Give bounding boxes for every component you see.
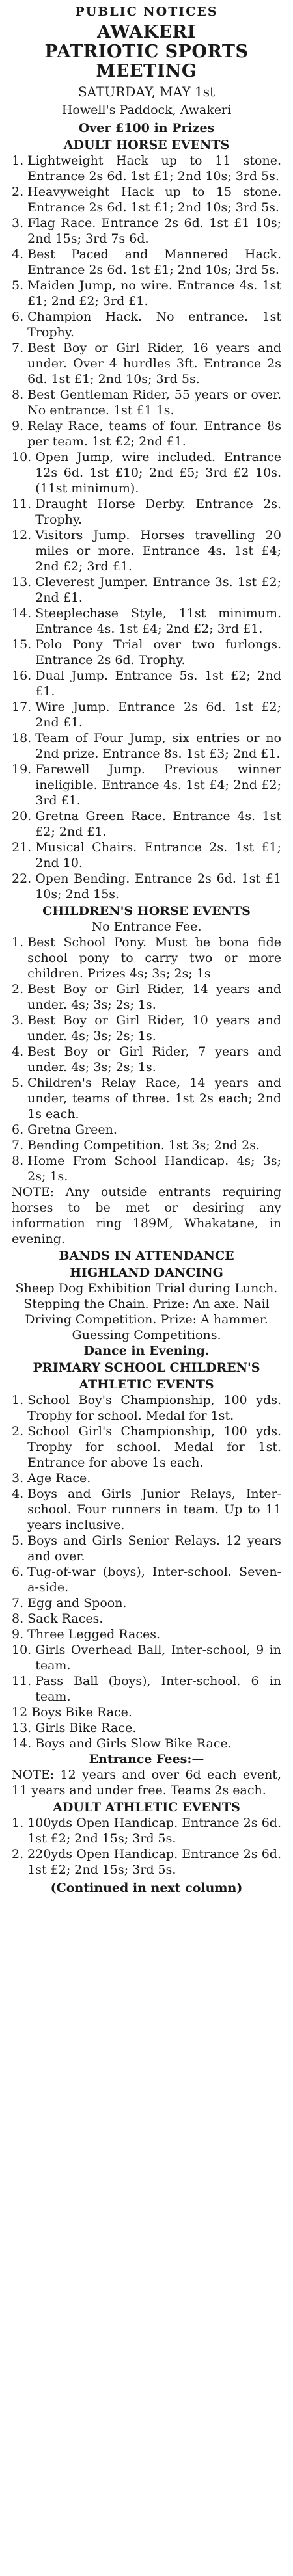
list-item — [12, 699, 281, 730]
public-notices-heading: PUBLIC NOTICES — [12, 4, 281, 21]
children-horse-subheading: No Entrance Fee. — [91, 920, 202, 934]
item-text: Age Race. — [27, 1471, 91, 1485]
list-item — [12, 1736, 281, 1751]
list-item — [12, 340, 281, 387]
item-text: Gretna Green. — [27, 1122, 117, 1137]
item-number: 6. — [12, 1565, 24, 1579]
item-text: Maiden Jump, no wire. Entrance 4s. 1st £1; 2nd £2; 3rd £1. — [27, 278, 281, 308]
list-item — [12, 1122, 281, 1137]
list-item — [12, 1815, 281, 1846]
item-number: 16. — [12, 669, 32, 683]
item-text: Boys and Girls Senior Relays. 12 years and over. — [27, 1534, 281, 1563]
item-text: Heavyweight Hack up to 15 stone. Entrance 2s 6d. 1st £1; 2nd 10s; 3rd 5s. — [27, 185, 281, 215]
item-text: Team of Four Jump, six entries or no 2nd prize. Entrance 8s. 1st £3; 2nd £1. — [35, 731, 281, 761]
item-text: Tug-of-war (boys), Inter-school. Seven-a-side. — [27, 1565, 281, 1595]
list-item — [12, 1470, 281, 1486]
item-text: Girls Bike Race. — [35, 1721, 137, 1735]
item-number: 8. — [12, 1612, 24, 1626]
item-text: Flag Race. Entrance 2s 6d. 1st £1 10s; 2nd 15s; 3rd 7s 6d. — [27, 216, 281, 246]
list-item — [12, 1564, 281, 1595]
highland-dancing-heading: HIGHLAND DANCING — [70, 1266, 223, 1280]
list-item — [12, 278, 281, 309]
list-item — [12, 981, 281, 1013]
children-horse-heading: CHILDREN'S HORSE EVENTS — [42, 904, 251, 918]
list-item — [12, 1611, 281, 1627]
item-number: 4. — [12, 1487, 24, 1501]
list-item — [12, 1705, 281, 1720]
item-text: Visitors Jump. Horses travelling 20 miles or more. Entrance 4s. 1st £4; 2nd £2; 3rd £1. — [35, 528, 281, 574]
list-item — [12, 418, 281, 449]
list-item — [12, 309, 281, 340]
item-text: Three Legged Races. — [27, 1627, 161, 1641]
item-text: School Girl's Championship, 100 yds. Trophy for school. Medal for 1st. Entrance for above 1s each. — [27, 1424, 281, 1470]
list-item — [12, 496, 281, 527]
list-item — [12, 730, 281, 762]
item-text: Draught Horse Derby. Entrance 2s. Trophy. — [35, 497, 281, 527]
list-item — [12, 1595, 281, 1611]
list-item — [12, 871, 281, 902]
item-text: School Boy's Championship, 100 yds. Trophy for school. Medal for 1st. — [27, 1393, 281, 1423]
item-number: 1. — [12, 1816, 24, 1830]
list-item — [12, 1424, 281, 1470]
item-number: 17. — [12, 700, 32, 714]
children-horse-list — [12, 935, 281, 1184]
item-text: Home From School Handicap. 4s; 3s; 2s; 1s. — [27, 1154, 281, 1184]
item-number: 13. — [12, 575, 32, 589]
prizes-line: Over £100 in Prizes — [78, 121, 215, 135]
item-text: Champion Hack. No entrance. 1st Trophy. — [27, 310, 281, 339]
list-item — [12, 1533, 281, 1564]
sheepdog-line: Sheep Dog Exhibition Trial during Lunch. — [15, 1281, 278, 1295]
item-number: 2. — [12, 1847, 24, 1861]
item-text: Bending Competition. 1st 3s; 2nd 2s. — [27, 1138, 260, 1152]
item-number: 2. — [12, 185, 24, 199]
list-item — [12, 153, 281, 184]
item-number: 8. — [12, 1154, 24, 1168]
list-item — [12, 574, 281, 605]
item-text: Boys Bike Race. — [31, 1705, 132, 1720]
item-text: Best Boy or Girl Rider, 10 years and under. 4s; 3s; 2s; 1s. — [27, 1013, 281, 1043]
item-number: 15. — [12, 637, 32, 652]
list-item — [12, 1486, 281, 1533]
item-text: Dual Jump. Entrance 5s. 1st £2; 2nd £1. — [35, 669, 281, 698]
item-text: Open Bending. Entrance 2s 6d. 1st £1 10s; 2nd 15s. — [35, 871, 281, 901]
adult-athletic-list — [12, 1815, 281, 1878]
guessing-line: Guessing Competitions. — [72, 1328, 221, 1342]
item-number: 22. — [12, 871, 32, 886]
list-item — [12, 1137, 281, 1153]
item-number: 19. — [12, 762, 32, 777]
item-number: 2. — [12, 1424, 24, 1439]
adult-horse-heading: ADULT HORSE EVENTS — [63, 138, 230, 152]
item-number: 11. — [12, 1674, 32, 1688]
list-item — [12, 935, 281, 981]
item-text: Best Paced and Mannered Hack. Entrance 2s 6d. 1st £1; 2nd 10s; 3rd 5s. — [27, 247, 281, 277]
item-number: 2. — [12, 982, 24, 996]
item-text: Relay Race, teams of four. Entrance 8s per team. 1st £2; 2nd £1. — [27, 419, 281, 449]
item-number: 14. — [12, 1736, 32, 1751]
item-number: 9. — [12, 1627, 24, 1641]
item-text: Sack Races. — [27, 1612, 104, 1626]
event-title-line2: PATRIOTIC SPORTS MEETING — [44, 42, 249, 81]
item-text: Best Boy or Girl Rider, 7 years and under. 4s; 3s; 2s; 1s. — [27, 1044, 281, 1074]
item-number: 12. — [12, 528, 32, 542]
item-text: Polo Pony Trial over two furlongs. Entrance 2s 6d. Trophy. — [35, 637, 281, 667]
item-text: Steeplechase Style, 11st minimum. Entrance 4s. 1st £4; 2nd £2; 3rd £1. — [35, 606, 281, 636]
item-number: 7. — [12, 1138, 24, 1152]
list-item — [12, 246, 281, 278]
item-text: Best Boy or Girl Rider, 14 years and under. 4s; 3s; 2s; 1s. — [27, 982, 281, 1012]
list-item — [12, 1153, 281, 1184]
event-date: SATURDAY, MAY 1st — [77, 84, 215, 100]
item-text: 220yds Open Handicap. Entrance 2s 6d. 1st £2; 2nd 15s; 3rd 5s. — [27, 1847, 281, 1877]
item-text: Musical Chairs. Entrance 2s. 1st £1; 2nd 10. — [35, 840, 281, 870]
list-item — [12, 1846, 281, 1878]
item-number: 6. — [12, 310, 24, 324]
list-item — [12, 387, 281, 418]
item-text: Best School Pony. Must be bona fide school pony to carry two or more children. Prizes 4s; 3s; 2s; 1s — [27, 935, 281, 981]
item-number: 1. — [12, 935, 24, 949]
item-text: Children's Relay Race, 14 years and under, teams of three. 1st 2s each; 2nd 1s each. — [27, 1076, 281, 1121]
item-number: 5. — [12, 1076, 24, 1090]
primary-school-heading1: PRIMARY SCHOOL CHILDREN'S — [33, 1361, 260, 1375]
item-number: 8. — [12, 388, 24, 402]
item-text: Pass Ball (boys), Inter-school. 6 in team. — [35, 1674, 281, 1704]
item-number: 10. — [12, 450, 32, 464]
list-item — [12, 527, 281, 574]
item-text: Boys and Girls Junior Relays, Inter-school. Four runners in team. Up to 11 years inclusive. — [27, 1487, 281, 1532]
item-number: 13. — [12, 1721, 32, 1735]
list-item — [12, 1044, 281, 1075]
item-text: Boys and Girls Slow Bike Race. — [35, 1736, 232, 1751]
item-text: Egg and Spoon. — [27, 1596, 127, 1610]
item-number: 20. — [12, 809, 32, 823]
item-text: Lightweight Hack up to 11 stone. Entrance 2s 6d. 1st £1; 2nd 10s; 3rd 5s. — [27, 153, 281, 183]
item-number: 3. — [12, 216, 24, 230]
list-item — [12, 1075, 281, 1122]
list-item — [12, 808, 281, 840]
item-text: Best Gentleman Rider, 55 years or over. No entrance. 1st £1 1s. — [27, 388, 281, 418]
dance-line: Dance in Evening. — [83, 1344, 210, 1358]
item-number: 9. — [12, 419, 24, 433]
list-item — [12, 1627, 281, 1642]
item-text: Open Jump, wire included. Entrance 12s 6d. 1st £10; 2nd £5; 3rd £2 10s. (11st minimum). — [35, 450, 281, 496]
adult-horse-list — [12, 153, 281, 902]
item-number: 7. — [12, 1596, 24, 1610]
item-number: 4. — [12, 247, 24, 261]
item-number: 21. — [12, 840, 32, 855]
item-number: 3. — [12, 1013, 24, 1028]
list-item — [12, 668, 281, 699]
item-text: Wire Jump. Entrance 2s 6d. 1st £2; 2nd £1. — [35, 700, 281, 730]
list-item — [12, 605, 281, 637]
item-number: 1. — [12, 153, 24, 168]
list-item — [12, 1642, 281, 1673]
list-item — [12, 1013, 281, 1044]
chain-line: Stepping the Chain. Prize: An axe. Nail Driving Competition. Prize: A hammer. — [23, 1297, 270, 1327]
list-item — [12, 1720, 281, 1736]
list-item — [12, 637, 281, 668]
list-item — [12, 1392, 281, 1424]
item-text: Farewell Jump. Previous winner ineligible. Entrance 4s. 1st £4; 2nd £2; 3rd £1. — [35, 762, 281, 808]
primary-school-note: NOTE: 12 years and over 6d each event, 11 years and under free. Teams 2s each. — [12, 1768, 281, 1798]
item-number: 3. — [12, 1471, 24, 1485]
item-number: 4. — [12, 1044, 24, 1059]
item-number: 14. — [12, 606, 32, 620]
item-text: Gretna Green Race. Entrance 4s. 1st £2; 2nd £1. — [35, 809, 281, 839]
item-number: 12 — [12, 1705, 28, 1720]
item-number: 6. — [12, 1122, 24, 1137]
item-text: Girls Overhead Ball, Inter-school, 9 in team. — [35, 1643, 281, 1673]
list-item — [12, 215, 281, 246]
event-title-line1: AWAKERI — [97, 22, 196, 42]
item-number: 10. — [12, 1643, 32, 1657]
item-text: Best Boy or Girl Rider, 16 years and under. Over 4 hurdles 3ft. Entrance 2s 6d. 1st £1; 2nd 10s; 3rd 5s. — [27, 341, 281, 386]
list-item — [12, 1673, 281, 1705]
event-venue: Howell's Paddock, Awakeri — [61, 103, 232, 117]
continued-line: (Continued in next column) — [50, 1881, 243, 1895]
adult-athletic-heading: ADULT ATHLETIC EVENTS — [53, 1800, 240, 1814]
list-item — [12, 840, 281, 871]
bands-heading: BANDS IN ATTENDANCE — [59, 1249, 234, 1263]
children-horse-note: NOTE: Any outside entrants requiring horses to be met or desiring any information ring 189M, Whakatane, in evening. — [12, 1185, 281, 1246]
list-item — [12, 449, 281, 496]
list-item — [12, 184, 281, 215]
item-text: Cleverest Jumper. Entrance 3s. 1st £2; 2nd £1. — [35, 575, 281, 605]
entrance-fees-line: Entrance Fees:— — [89, 1752, 204, 1766]
item-number: 5. — [12, 1534, 24, 1548]
primary-school-heading2: ATHLETIC EVENTS — [79, 1377, 214, 1392]
primary-school-list — [12, 1392, 281, 1751]
item-number: 11. — [12, 497, 32, 511]
item-number: 18. — [12, 731, 32, 745]
item-number: 1. — [12, 1393, 24, 1407]
item-number: 7. — [12, 341, 24, 355]
list-item — [12, 762, 281, 808]
item-number: 5. — [12, 278, 24, 293]
item-text: 100yds Open Handicap. Entrance 2s 6d. 1st £2; 2nd 15s; 3rd 5s. — [27, 1816, 281, 1846]
